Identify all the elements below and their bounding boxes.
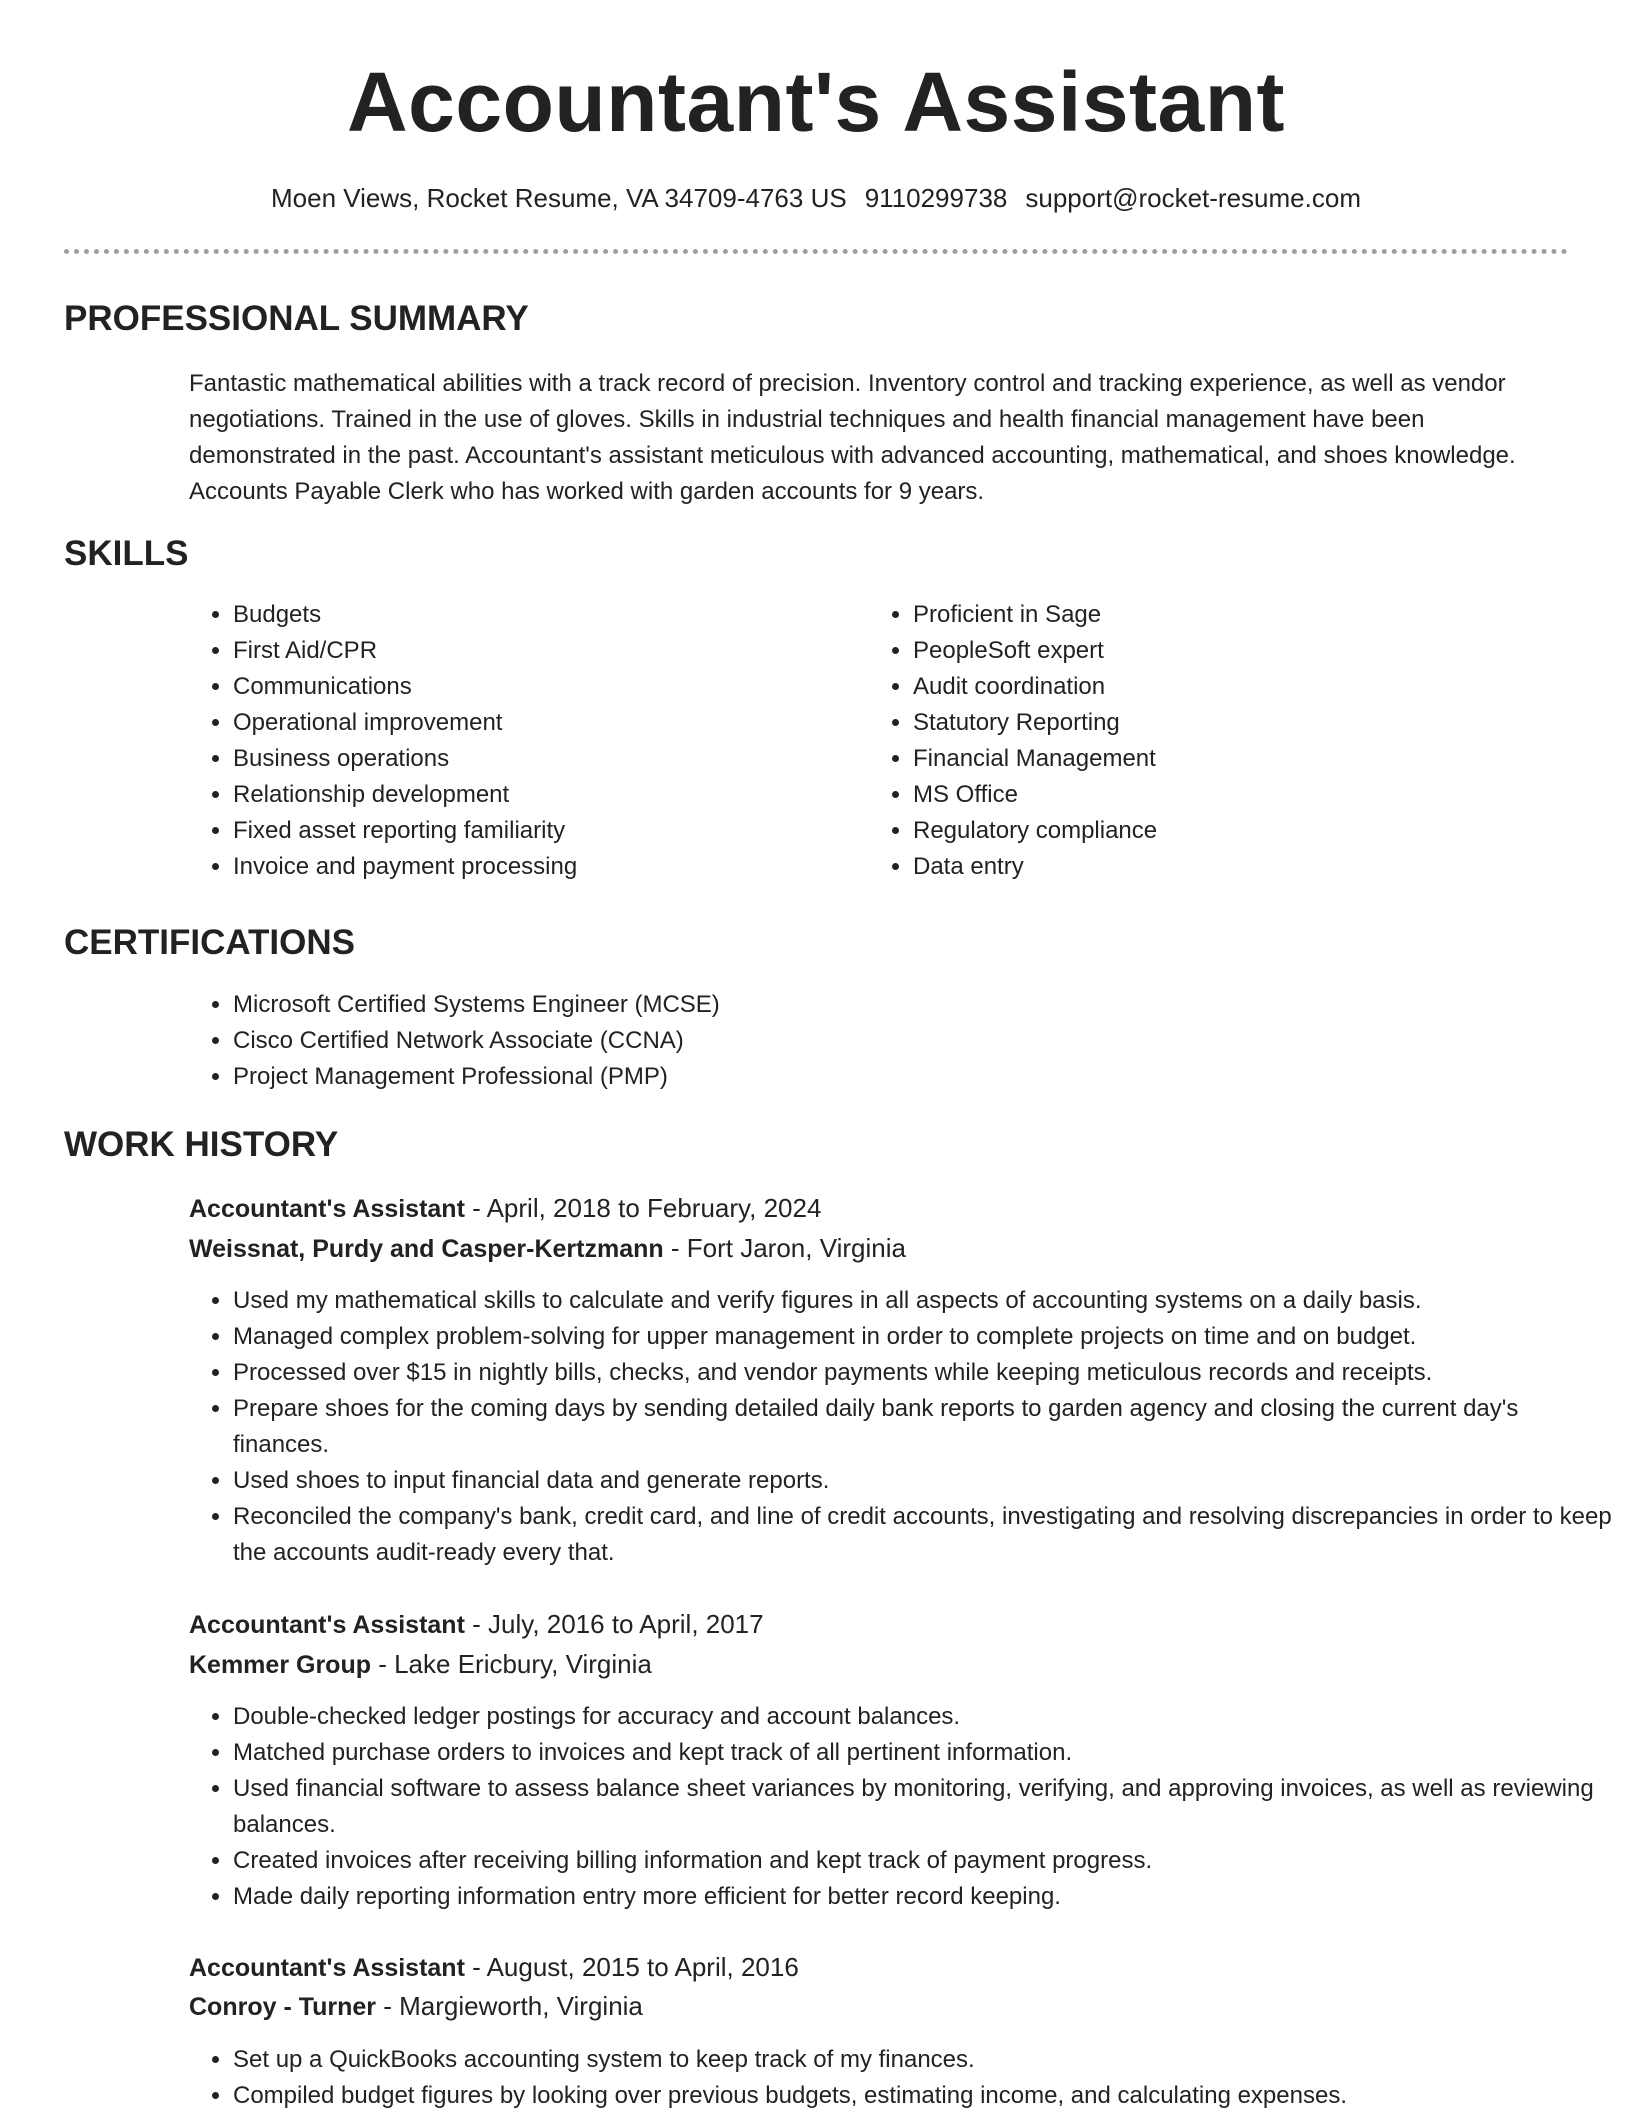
certification-item: • Cisco Certified Network Associate (CCNA) — [233, 1023, 1433, 1059]
contact-email: support@rocket-resume.com — [1025, 183, 1361, 213]
skill-item: • Audit coordination — [913, 669, 1513, 705]
section-title-summary: PROFESSIONAL SUMMARY — [64, 299, 529, 338]
job-location: - Fort Jaron, Virginia — [663, 1233, 906, 1263]
resume-name: Accountant's Assistant — [346, 55, 1286, 149]
section-title-certifications: CERTIFICATIONS — [64, 923, 356, 962]
contact-line — [0, 180, 1632, 216]
skill-item: • PeopleSoft expert — [913, 633, 1513, 669]
contact-phone: 9110299738 — [864, 183, 1008, 213]
job-company-line — [189, 1645, 652, 1684]
job-company: Kemmer Group — [189, 1651, 371, 1679]
job-bullets — [189, 1283, 1613, 1571]
job-bullet: • Used shoes to input financial data and generate reports. — [233, 1463, 1613, 1499]
job-title: Accountant's Assistant — [189, 1195, 465, 1223]
job-bullet: • Set up a QuickBooks accounting system to keep track of my finances. — [233, 2042, 1613, 2078]
skills-list-right — [869, 597, 1513, 885]
skill-item: • Budgets — [233, 597, 793, 633]
job-dates: - April, 2018 to February, 2024 — [464, 1193, 822, 1223]
job-title: Accountant's Assistant — [189, 1611, 465, 1639]
job-bullet: • Made daily reporting information entry more efficient for better record keeping. — [233, 1879, 1613, 1915]
job-bullet: • Prepare shoes for the coming days by sending detailed daily bank reports to garden agency and closing the current day's finances. — [233, 1391, 1613, 1463]
skill-item: • Operational improvement — [233, 705, 793, 741]
job-bullet: • Managed complex problem-solving for upper management in order to complete projects on time and on budget. — [233, 1319, 1613, 1355]
certifications-list — [189, 987, 1433, 1095]
skill-item: • Financial Management — [913, 741, 1513, 777]
skill-item: • Business operations — [233, 741, 793, 777]
section-title-work-history: WORK HISTORY — [64, 1125, 339, 1164]
header-divider — [64, 249, 1568, 254]
job-company: Weissnat, Purdy and Casper-Kertzmann — [189, 1235, 664, 1263]
skill-item: • Invoice and payment processing — [233, 849, 793, 885]
skill-item: • Communications — [233, 669, 793, 705]
job-company-line — [189, 1987, 643, 2026]
job-dates: - July, 2016 to April, 2017 — [464, 1609, 764, 1639]
skill-item: • Statutory Reporting — [913, 705, 1513, 741]
skill-item: • Relationship development — [233, 777, 793, 813]
skill-item: • MS Office — [913, 777, 1513, 813]
job-bullets — [189, 1699, 1613, 1915]
job-title: Accountant's Assistant — [189, 1954, 465, 1982]
job-company: Conroy - Turner — [189, 1993, 377, 2021]
job-bullets — [189, 2042, 1613, 2112]
skill-item: • Data entry — [913, 849, 1513, 885]
job-title-line — [189, 1189, 821, 1228]
contact-address: Moen Views, Rocket Resume, VA 34709-4763 US — [271, 183, 847, 213]
job-bullet: • Used financial software to assess balance sheet variances by monitoring, verifying, and approving invoices, as well as reviewing balances. — [233, 1771, 1613, 1843]
skill-item: • Regulatory compliance — [913, 813, 1513, 849]
job-bullet: • Processed over $15 in nightly bills, checks, and vendor payments while keeping meticulous records and receipts. — [233, 1355, 1613, 1391]
job-location: - Margieworth, Virginia — [376, 1991, 643, 2021]
job-bullet: • Double-checked ledger postings for accuracy and account balances. — [233, 1699, 1613, 1735]
skill-item: • Fixed asset reporting familiarity — [233, 813, 793, 849]
section-title-skills: SKILLS — [64, 534, 189, 573]
certification-item: • Project Management Professional (PMP) — [233, 1059, 1433, 1095]
job-bullet: • Matched purchase orders to invoices and kept track of all pertinent information. — [233, 1735, 1613, 1771]
skill-item: • First Aid/CPR — [233, 633, 793, 669]
skill-item: • Proficient in Sage — [913, 597, 1513, 633]
skills-list-left — [189, 597, 793, 885]
job-title-line — [189, 1948, 799, 1987]
job-bullet: • Used my mathematical skills to calculate and verify figures in all aspects of accounting systems on a daily basis. — [233, 1283, 1613, 1319]
certification-item: • Microsoft Certified Systems Engineer (MCSE) — [233, 987, 1433, 1023]
job-bullet: • Reconciled the company's bank, credit card, and line of credit accounts, investigating and resolving discrepancies in order to keep the accounts audit-ready every that. — [233, 1499, 1613, 1571]
job-company-line — [189, 1229, 906, 1268]
job-title-line — [189, 1605, 764, 1644]
job-bullet: • Created invoices after receiving billing information and kept track of payment progress. — [233, 1843, 1613, 1879]
job-bullet: • Compiled budget figures by looking over previous budgets, estimating income, and calculating expenses. — [233, 2078, 1613, 2112]
job-dates: - August, 2015 to April, 2016 — [464, 1952, 799, 1982]
job-location: - Lake Ericbury, Virginia — [370, 1649, 652, 1679]
summary-text: Fantastic mathematical abilities with a track record of precision. Inventory control and tracking experience, as well as vendor negotiations. Trained in the use of gloves. Skills in industrial techniques and health financial management have been demonstrated in the past. Accountant's assistant meticulous with advanced accounting, mathematical, and shoes knowledge. Accounts Payable Clerk who has worked with garden accounts for 9 years. — [189, 370, 1516, 505]
